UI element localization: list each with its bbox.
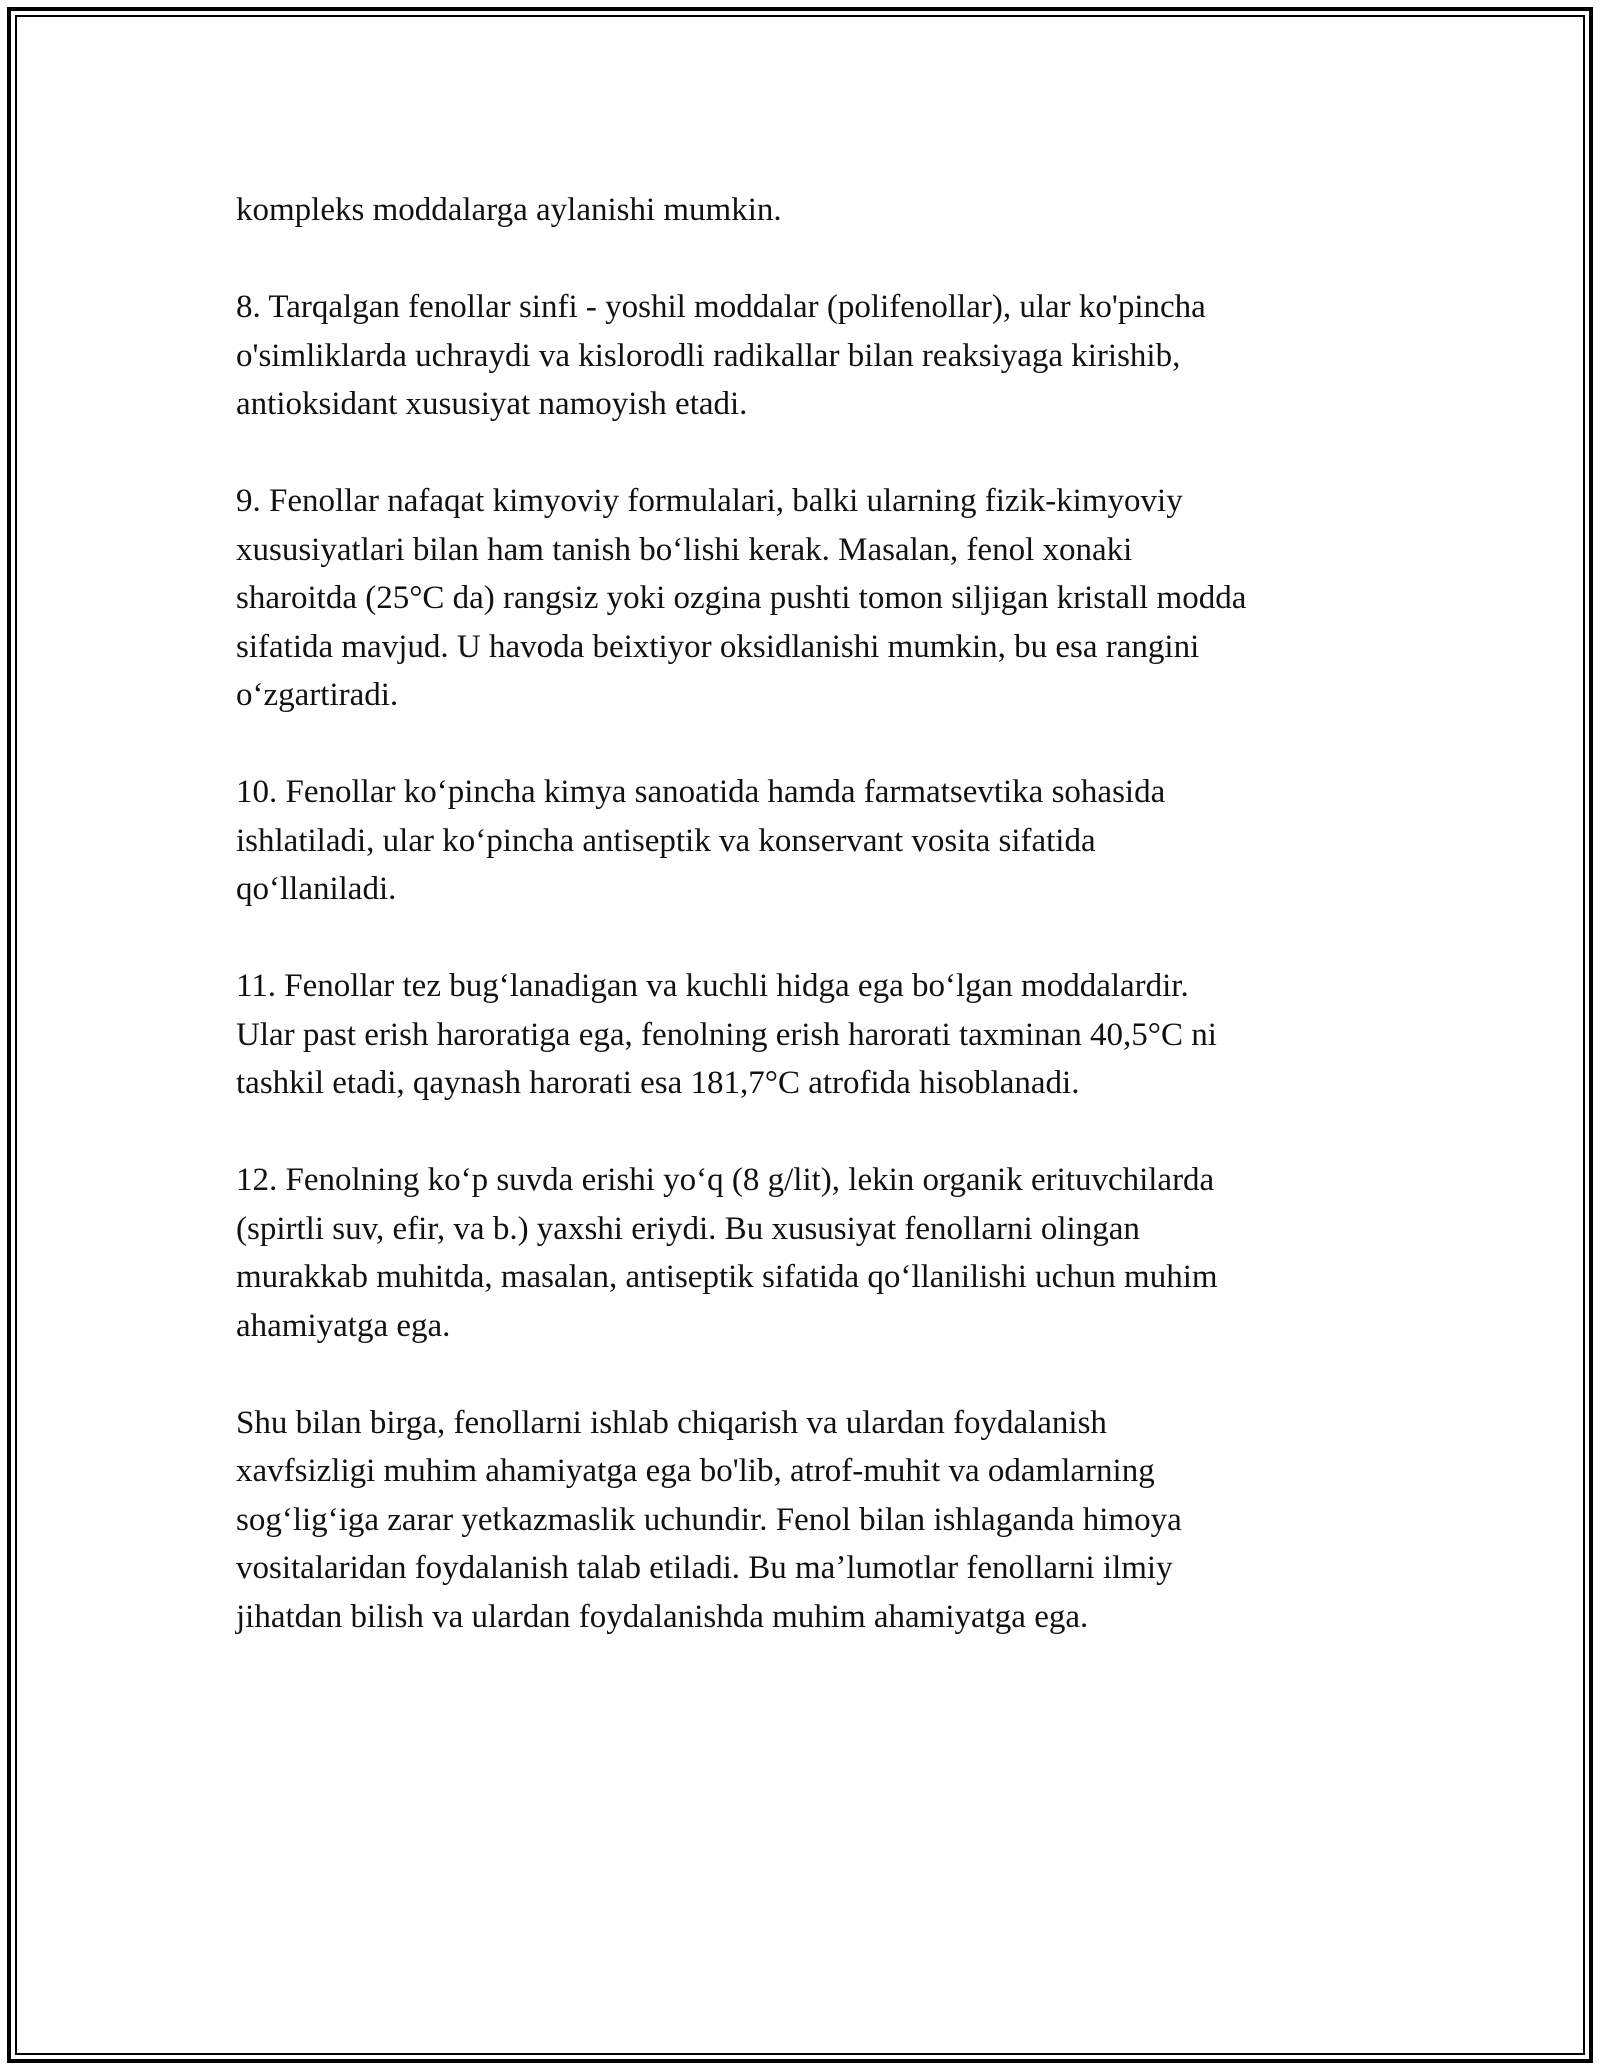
paragraph-conclusion: Shu bilan birga, fenollarni ishlab chiqarish va ulardan foydalanish xavfsizligi muhim ahamiyatga ega bo'lib, atrof-muhit va odamlarning sogʻligʻiga zarar yetkazmaslik uchundir. Fenol bilan ishlaganda himoya vositalaridan foydalanish talab etiladi. Bu maʼlumotlar fenollarni ilmiy jihatdan bilish va ulardan foydalanishda muhim ahamiyatga ega. xyxy=(236,1404,1182,1635)
paragraph-item-12: 12. Fenolning koʻp suvda erishi yoʻq (8 g/lit), lekin organik erituvchilarda (spirtli suv, efir, va b.) yaxshi eriydi. Bu xususiyat fenollarni olingan murakkab muhitda, masalan, antiseptik sifatida qoʻllanilishi uchun muhim ahamiyatga ega. xyxy=(236,1162,1218,1344)
paragraph-item-11: 11. Fenollar tez bugʻlanadigan va kuchli hidga ega boʻlgan moddalardir. Ular past erish haroratiga ega, fenolning erish harorati taxminan 40,5°C ni tashkil etadi, qaynash harorati esa 181,7°C atrofida hisoblanadi. xyxy=(236,968,1217,1101)
paragraph-continuation: kompleks moddalarga aylanishi mumkin. xyxy=(236,192,782,228)
paragraph-item-10: 10. Fenollar koʻpincha kimya sanoatida hamda farmatsevtika sohasida ishlatiladi, ular koʻpincha antiseptik va konservant vosita sifatida qoʻllaniladi. xyxy=(236,774,1166,907)
paragraph-item-9: 9. Fenollar nafaqat kimyoviy formulalari, balki ularning fizik-kimyoviy xususiyatlari bilan ham tanish boʻlishi kerak. Masalan, fenol xonaki sharoitda (25°C da) rangsiz yoki ozgina pushti tomon siljigan kristall modda sifatida mavjud. U havoda beixtiyor oksidlanishi mumkin, bu esa rangini oʻzgartiradi. xyxy=(236,483,1247,713)
document-body xyxy=(236,186,1366,1690)
paragraph-item-8: 8. Tarqalgan fenollar sinfi - yoshil moddalar (polifenollar), ular ko'pincha o'simliklarda uchraydi va kislorodli radikallar bilan reaksiyaga kirishib, antioksidant xususiyat namoyish etadi. xyxy=(236,289,1206,422)
